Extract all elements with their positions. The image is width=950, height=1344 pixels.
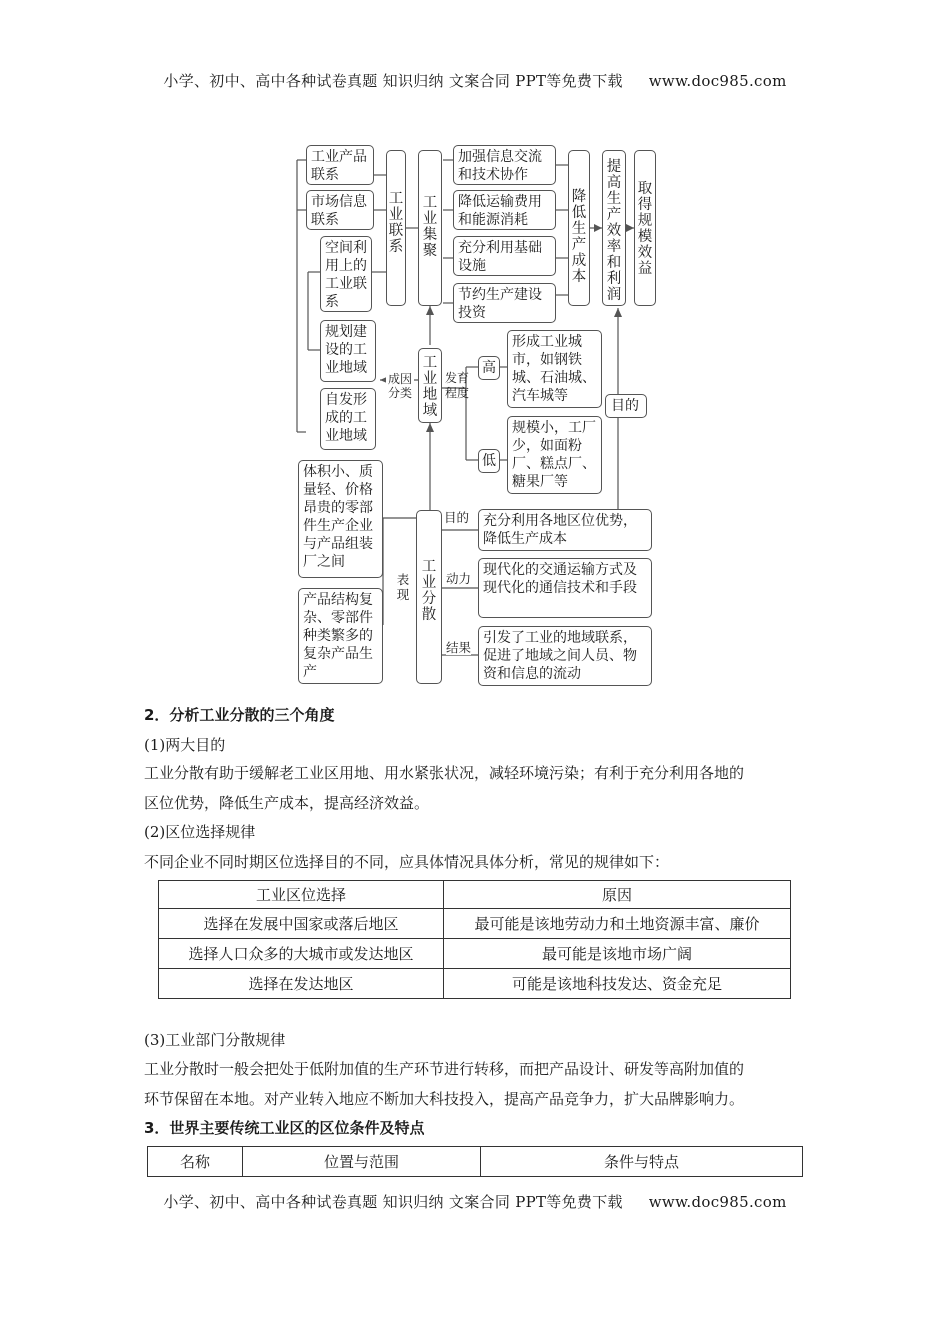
level-high: 高 [478,356,500,380]
traditional-region-table [147,1146,803,1177]
footer-site: www.doc985.com [648,1193,787,1211]
p1-text-a: 工业分散有助于缓解老工业区用地、用水紧张状况，减轻环境污染；有利于充分利用各地的 [144,764,745,782]
power-desc: 现代化的交通运输方式及现代化的通信技术和手段 [478,558,652,618]
power-label: 动力 [446,571,472,586]
purpose-label: 目的 [444,510,470,525]
level-low: 低 [478,449,500,473]
col-industry-link: 工业联系 [386,150,406,306]
table2-header-features: 条件与特点 [481,1147,803,1177]
low-desc: 规模小，工厂少，如面粉厂、糕点厂、糖果厂等 [507,416,602,494]
page-footer [0,1191,950,1212]
p3-text-b: 环节保留在本地。对产业转入地应不断加大科技投入，提高产品竞争力，扩大品牌影响力。 [144,1090,745,1108]
table1-cell: 选择在发达地区 [159,969,444,999]
p3-text-a: 工业分散时一般会把处于低附加值的生产环节进行转移，而把产品设计、研发等高附加值的 [144,1060,745,1078]
p2-text: 不同企业不同时期区位选择目的不同，应具体情况具体分析，常见的规律如下： [144,853,670,871]
p3-title: (3)工业部门分散规律 [144,1031,286,1049]
header-site: www.doc985.com [648,72,787,90]
location-table [158,880,791,999]
show-1: 体积小、质量轻、价格昂贵的零部件生产企业与产品组装厂之间 [298,460,383,578]
purpose-right: 目的 [605,394,647,418]
benefit-investment: 节约生产建设投资 [453,283,556,323]
section2-title: 2．分析工业分散的三个角度 [144,706,335,724]
table1-cell: 最可能是该地市场广阔 [444,939,791,969]
link-space: 空间利用上的工业联系 [320,236,372,312]
result-label: 结果 [446,640,472,655]
benefit-info: 加强信息交流和技术协作 [453,145,556,185]
table-row [159,909,791,939]
benefit-transport: 降低运输费用和能源消耗 [453,190,556,230]
col-reduce-cost: 降低生产成本 [568,150,590,306]
col-industrial-region: 工业地域 [418,348,442,423]
header-text: 小学、初中、高中各种试卷真题 知识归纳 文案合同 PPT等免费下载 [163,72,623,90]
p1-text-b: 区位优势，降低生产成本，提高经济效益。 [144,794,430,812]
col-dispersion: 工业分散 [416,510,442,684]
table1-cell: 最可能是该地劳动力和土地资源丰富、廉价 [444,909,791,939]
col-raise-efficiency: 提高生产效率和利润 [602,150,626,306]
show-label: 表现 [396,572,410,602]
col-agglomeration: 工业集聚 [418,150,442,306]
cause-label: 成因分类 [387,372,412,400]
benefit-infrastructure: 充分利用基础设施 [453,236,556,276]
table1-cell: 选择在发展中国家或落后地区 [159,909,444,939]
type-planned: 规划建设的工业地域 [320,320,376,382]
table-row [159,969,791,999]
table2-header-name: 名称 [148,1147,243,1177]
section3-title: 3．世界主要传统工业区的区位条件及特点 [144,1119,425,1137]
high-desc: 形成工业城市，如钢铁城、石油城、汽车城等 [507,330,602,408]
table1-cell: 可能是该地科技发达、资金充足 [444,969,791,999]
level-label: 发育程度 [444,371,469,400]
p2-title: (2)区位选择规律 [144,823,256,841]
show-2: 产品结构复杂、零部件种类繁多的复杂产品生产 [298,588,383,684]
table2-header-location: 位置与范围 [243,1147,481,1177]
table1-header-reason: 原因 [444,881,791,909]
purpose-desc: 充分利用各地区位优势，降低生产成本 [478,509,652,551]
table1-header-choice: 工业区位选择 [159,881,444,909]
link-market: 市场信息联系 [306,190,374,230]
table-row [159,939,791,969]
link-product: 工业产品联系 [306,145,374,185]
footer-text: 小学、初中、高中各种试卷真题 知识归纳 文案合同 PPT等免费下载 [163,1193,623,1211]
table1-cell: 选择人口众多的大城市或发达地区 [159,939,444,969]
result-desc: 引发了工业的地域联系，促进了地域之间人员、物资和信息的流动 [478,626,652,686]
p1-title: (1)两大目的 [144,736,226,754]
col-scale-benefit: 取得规模效益 [634,150,656,306]
type-spontaneous: 自发形成的工业地域 [320,388,376,450]
